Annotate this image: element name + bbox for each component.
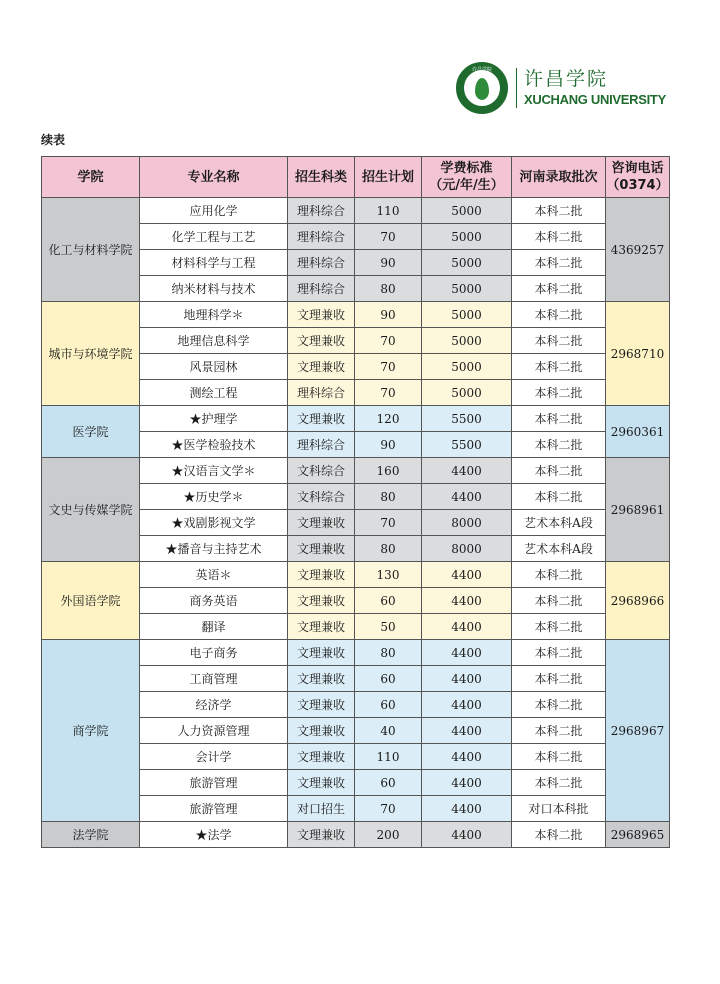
major-name: 经济学 xyxy=(140,692,288,718)
tuition: 4400 xyxy=(422,718,512,744)
major-name: 翻译 xyxy=(140,614,288,640)
table-row xyxy=(42,302,670,328)
subject-category: 文理兼收 xyxy=(288,614,355,640)
major-name: ★护理学 xyxy=(140,406,288,432)
major-name: ★历史学＊ xyxy=(140,484,288,510)
college-name: 商学院 xyxy=(42,640,140,822)
major-name: 应用化学 xyxy=(140,198,288,224)
admission-batch: 本科二批 xyxy=(512,744,606,770)
tuition: 5500 xyxy=(422,432,512,458)
tuition: 5000 xyxy=(422,198,512,224)
consult-phone: 2968710 xyxy=(606,302,670,406)
tuition: 4400 xyxy=(422,484,512,510)
major-name: 电子商务 xyxy=(140,640,288,666)
admission-batch: 本科二批 xyxy=(512,666,606,692)
admission-batch: 本科二批 xyxy=(512,718,606,744)
subject-category: 文理兼收 xyxy=(288,328,355,354)
tuition: 4400 xyxy=(422,640,512,666)
subject-category: 理科综合 xyxy=(288,380,355,406)
admission-batch: 本科二批 xyxy=(512,406,606,432)
major-name: 旅游管理 xyxy=(140,770,288,796)
tuition: 4400 xyxy=(422,562,512,588)
admission-batch: 本科二批 xyxy=(512,198,606,224)
admission-batch: 本科二批 xyxy=(512,250,606,276)
enrollment-plan: 60 xyxy=(355,666,422,692)
table-row xyxy=(42,822,670,848)
column-header: 专业名称 xyxy=(140,157,288,198)
major-name: 地理科学＊ xyxy=(140,302,288,328)
tuition: 4400 xyxy=(422,692,512,718)
tuition: 5000 xyxy=(422,276,512,302)
major-name: 工商管理 xyxy=(140,666,288,692)
enrollment-plan: 110 xyxy=(355,744,422,770)
tuition: 8000 xyxy=(422,510,512,536)
major-name: 纳米材料与技术 xyxy=(140,276,288,302)
admission-batch: 本科二批 xyxy=(512,822,606,848)
major-name: 英语＊ xyxy=(140,562,288,588)
admission-plan-table xyxy=(41,156,670,848)
tuition: 5000 xyxy=(422,380,512,406)
subject-category: 文理兼收 xyxy=(288,354,355,380)
admission-batch: 本科二批 xyxy=(512,770,606,796)
enrollment-plan: 80 xyxy=(355,640,422,666)
admission-batch: 对口本科批 xyxy=(512,796,606,822)
subject-category: 文理兼收 xyxy=(288,588,355,614)
university-logo xyxy=(456,62,671,118)
enrollment-plan: 60 xyxy=(355,770,422,796)
enrollment-plan: 70 xyxy=(355,224,422,250)
tuition: 4400 xyxy=(422,744,512,770)
tuition: 5500 xyxy=(422,406,512,432)
consult-phone: 2960361 xyxy=(606,406,670,458)
admission-batch: 艺术本科A段 xyxy=(512,510,606,536)
enrollment-plan: 80 xyxy=(355,276,422,302)
logo-divider xyxy=(516,68,517,108)
admission-batch: 本科二批 xyxy=(512,354,606,380)
tuition: 4400 xyxy=(422,588,512,614)
subject-category: 文科综合 xyxy=(288,484,355,510)
major-name: 地理信息科学 xyxy=(140,328,288,354)
enrollment-plan: 90 xyxy=(355,432,422,458)
table-row xyxy=(42,198,670,224)
admission-batch: 本科二批 xyxy=(512,302,606,328)
enrollment-plan: 60 xyxy=(355,588,422,614)
tuition: 4400 xyxy=(422,458,512,484)
college-name: 化工与材料学院 xyxy=(42,198,140,302)
enrollment-plan: 80 xyxy=(355,484,422,510)
subject-category: 文理兼收 xyxy=(288,510,355,536)
tuition: 8000 xyxy=(422,536,512,562)
subject-category: 理科综合 xyxy=(288,276,355,302)
enrollment-plan: 110 xyxy=(355,198,422,224)
university-name-cn: 许昌学院 xyxy=(524,68,609,90)
column-header: 招生计划 xyxy=(355,157,422,198)
admission-batch: 本科二批 xyxy=(512,562,606,588)
consult-phone: 2968967 xyxy=(606,640,670,822)
major-name: 材料科学与工程 xyxy=(140,250,288,276)
enrollment-plan: 40 xyxy=(355,718,422,744)
column-header: 咨询电话 （0374） xyxy=(606,157,670,198)
admission-batch: 本科二批 xyxy=(512,224,606,250)
subject-category: 理科综合 xyxy=(288,432,355,458)
table-header-row xyxy=(42,157,670,198)
admission-batch: 本科二批 xyxy=(512,484,606,510)
admission-batch: 本科二批 xyxy=(512,276,606,302)
enrollment-plan: 160 xyxy=(355,458,422,484)
admission-batch: 本科二批 xyxy=(512,380,606,406)
subject-category: 文科综合 xyxy=(288,458,355,484)
major-name: ★法学 xyxy=(140,822,288,848)
subject-category: 文理兼收 xyxy=(288,822,355,848)
enrollment-plan: 90 xyxy=(355,250,422,276)
major-name: ★播音与主持艺术 xyxy=(140,536,288,562)
admission-batch: 本科二批 xyxy=(512,432,606,458)
admission-batch: 本科二批 xyxy=(512,614,606,640)
major-name: ★医学检验技术 xyxy=(140,432,288,458)
enrollment-plan: 90 xyxy=(355,302,422,328)
enrollment-plan: 120 xyxy=(355,406,422,432)
subject-category: 理科综合 xyxy=(288,250,355,276)
university-seal-icon: 许昌学院 xyxy=(456,62,508,114)
consult-phone: 4369257 xyxy=(606,198,670,302)
enrollment-plan: 70 xyxy=(355,380,422,406)
enrollment-plan: 80 xyxy=(355,536,422,562)
college-name: 法学院 xyxy=(42,822,140,848)
subject-category: 文理兼收 xyxy=(288,718,355,744)
college-name: 文史与传媒学院 xyxy=(42,458,140,562)
admission-batch: 本科二批 xyxy=(512,328,606,354)
subject-category: 理科综合 xyxy=(288,224,355,250)
subject-category: 文理兼收 xyxy=(288,562,355,588)
subject-category: 文理兼收 xyxy=(288,406,355,432)
enrollment-plan: 130 xyxy=(355,562,422,588)
tuition: 5000 xyxy=(422,302,512,328)
enrollment-plan: 50 xyxy=(355,614,422,640)
tuition: 5000 xyxy=(422,250,512,276)
college-name: 外国语学院 xyxy=(42,562,140,640)
tuition: 5000 xyxy=(422,224,512,250)
column-header: 学费标准 （元/年/生） xyxy=(422,157,512,198)
major-name: ★汉语言文学＊ xyxy=(140,458,288,484)
tuition: 4400 xyxy=(422,614,512,640)
table-row xyxy=(42,640,670,666)
major-name: 会计学 xyxy=(140,744,288,770)
admission-batch: 本科二批 xyxy=(512,692,606,718)
major-name: 化学工程与工艺 xyxy=(140,224,288,250)
admission-batch: 本科二批 xyxy=(512,640,606,666)
enrollment-plan: 60 xyxy=(355,692,422,718)
enrollment-plan: 70 xyxy=(355,354,422,380)
tuition: 5000 xyxy=(422,354,512,380)
tuition: 4400 xyxy=(422,666,512,692)
college-name: 医学院 xyxy=(42,406,140,458)
subject-category: 文理兼收 xyxy=(288,692,355,718)
table-row xyxy=(42,406,670,432)
column-header: 学院 xyxy=(42,157,140,198)
table-caption: 续表 xyxy=(41,133,66,147)
column-header: 河南录取批次 xyxy=(512,157,606,198)
major-name: 测绘工程 xyxy=(140,380,288,406)
table-row xyxy=(42,562,670,588)
tuition: 4400 xyxy=(422,822,512,848)
subject-category: 文理兼收 xyxy=(288,770,355,796)
consult-phone: 2968966 xyxy=(606,562,670,640)
subject-category: 理科综合 xyxy=(288,198,355,224)
major-name: 旅游管理 xyxy=(140,796,288,822)
table-row xyxy=(42,458,670,484)
subject-category: 文理兼收 xyxy=(288,302,355,328)
enrollment-plan: 70 xyxy=(355,328,422,354)
admission-batch: 本科二批 xyxy=(512,588,606,614)
subject-category: 文理兼收 xyxy=(288,640,355,666)
enrollment-plan: 70 xyxy=(355,796,422,822)
column-header: 招生科类 xyxy=(288,157,355,198)
subject-category: 文理兼收 xyxy=(288,744,355,770)
enrollment-plan: 200 xyxy=(355,822,422,848)
college-name: 城市与环境学院 xyxy=(42,302,140,406)
major-name: ★戏剧影视文学 xyxy=(140,510,288,536)
subject-category: 对口招生 xyxy=(288,796,355,822)
university-name-en: XUCHANG UNIVERSITY xyxy=(524,92,666,107)
enrollment-plan: 70 xyxy=(355,510,422,536)
major-name: 人力资源管理 xyxy=(140,718,288,744)
tuition: 4400 xyxy=(422,770,512,796)
consult-phone: 2968965 xyxy=(606,822,670,848)
consult-phone: 2968961 xyxy=(606,458,670,562)
major-name: 商务英语 xyxy=(140,588,288,614)
tuition: 4400 xyxy=(422,796,512,822)
admission-batch: 艺术本科A段 xyxy=(512,536,606,562)
admission-batch: 本科二批 xyxy=(512,458,606,484)
tuition: 5000 xyxy=(422,328,512,354)
major-name: 风景园林 xyxy=(140,354,288,380)
subject-category: 文理兼收 xyxy=(288,536,355,562)
subject-category: 文理兼收 xyxy=(288,666,355,692)
